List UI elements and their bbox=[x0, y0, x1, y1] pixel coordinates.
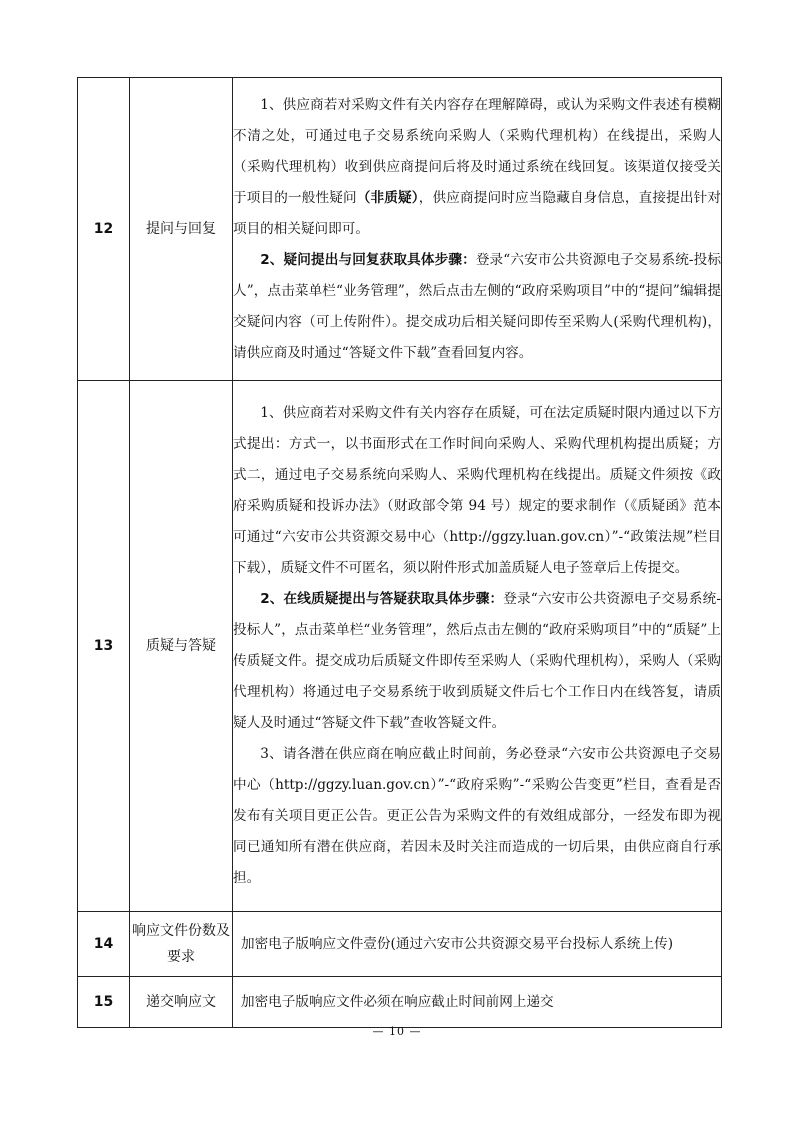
row-item-name: 质疑与答疑 bbox=[130, 381, 233, 912]
row-number: 14 bbox=[78, 912, 130, 977]
step-heading: 2、疑问提出与回复获取具体步骤： bbox=[260, 251, 476, 268]
row-item-name: 递交响应文 bbox=[130, 977, 233, 1028]
content-paragraph bbox=[233, 584, 721, 739]
paragraph-text: 登录“六安市公共资源电子交易系统-投标人”，点击菜单栏“业务管理”，然后点击左侧的“政府采购项目”中的“提问”编辑提交疑问内容（可上传附件）。提交成功后相关疑问即传至采购人(采购代理机构)，请供应商及时通过“答疑文件下载”查看回复内容。 bbox=[233, 251, 721, 361]
content-paragraph: 加密电子版响应文件必须在响应截止时间前网上递交 bbox=[241, 994, 554, 1010]
row-item-name: 响应文件份数及要求 bbox=[130, 912, 233, 977]
paragraph-text: ，供应商提问时应当隐藏自身信息，直接提出针对项目的相关疑问即可。 bbox=[233, 189, 722, 237]
row-number: 13 bbox=[78, 381, 130, 912]
emphasis-text: （非质疑） bbox=[356, 189, 419, 206]
row-content bbox=[233, 381, 722, 912]
content-paragraph: 3、请各潜在供应商在响应截止时间前，务必登录“六安市公共资源电子交易中心（http://ggzy.luan.gov.cn）”-“政府采购”-“采购公告变更”栏目，查看是否发布有关项目更正公告。更正公告为采购文件的有效组成部分，一经发布即为视同已通知所有潜在供应商，若因未及时关注而造成的一切后果，由供应商自行承担。 bbox=[233, 746, 721, 886]
row-number: 15 bbox=[78, 977, 130, 1028]
content-paragraph: 加密电子版响应文件壹份(通过六安市公共资源交易平台投标人系统上传) bbox=[241, 936, 674, 952]
paragraph-text: 1、供应商若对采购文件有关内容存在理解障碍，或认为采购文件表述有模糊不清之处，可通过电子交易系统向采购人（采购代理机构）在线提出，采购人（采购代理机构）收到供应商提问后将及时通过系统在线回复。该渠道仅接受关于项目的一般性疑问 bbox=[233, 96, 721, 206]
step-heading: 2、在线质疑提出与答疑获取具体步骤： bbox=[260, 591, 504, 607]
content-paragraph bbox=[233, 245, 721, 369]
table-row bbox=[78, 381, 722, 912]
paragraph-text: 登录“六安市公共资源电子交易系统-投标人”，点击菜单栏“业务管理”，然后点击左侧的“政府采购项目”中的“质疑”上传质疑文件。提交成功后质疑文件即传至采购人（采购代理机构），采购人（采购代理机构）将通过电子交易系统于收到质疑文件后七个工作日内在线答复，请质疑人及时通过“答疑文件下载”查收答疑文件。 bbox=[233, 591, 721, 731]
page-number: — 10 — bbox=[372, 1025, 422, 1038]
row-content bbox=[233, 912, 722, 977]
content-paragraph bbox=[233, 90, 721, 245]
table-row bbox=[78, 78, 722, 381]
content-paragraph: 1、供应商若对采购文件有关内容存在质疑，可在法定质疑时限内通过以下方式提出：方式一，以书面形式在工作时间向采购人、采购代理机构提出质疑；方式二，通过电子交易系统向采购人、采购代理机构在线提出。质疑文件须按《政府采购质疑和投诉办法》（财政部令第 94 号）规定的要求制作（《质疑函》范本可通过“六安市公共资源交易中心（http://ggzy.luan.gov.cn）”-“政策法规”栏目下载），质疑文件不可匿名，须以附件形式加盖质疑人电子签章后上传提交。 bbox=[233, 405, 721, 576]
table-row bbox=[78, 912, 722, 977]
row-number: 12 bbox=[78, 78, 130, 381]
row-content bbox=[233, 977, 722, 1028]
row-content bbox=[233, 78, 722, 381]
procurement-info-table bbox=[77, 77, 722, 1028]
row-item-name: 提问与回复 bbox=[130, 78, 233, 381]
table-row bbox=[78, 977, 722, 1028]
